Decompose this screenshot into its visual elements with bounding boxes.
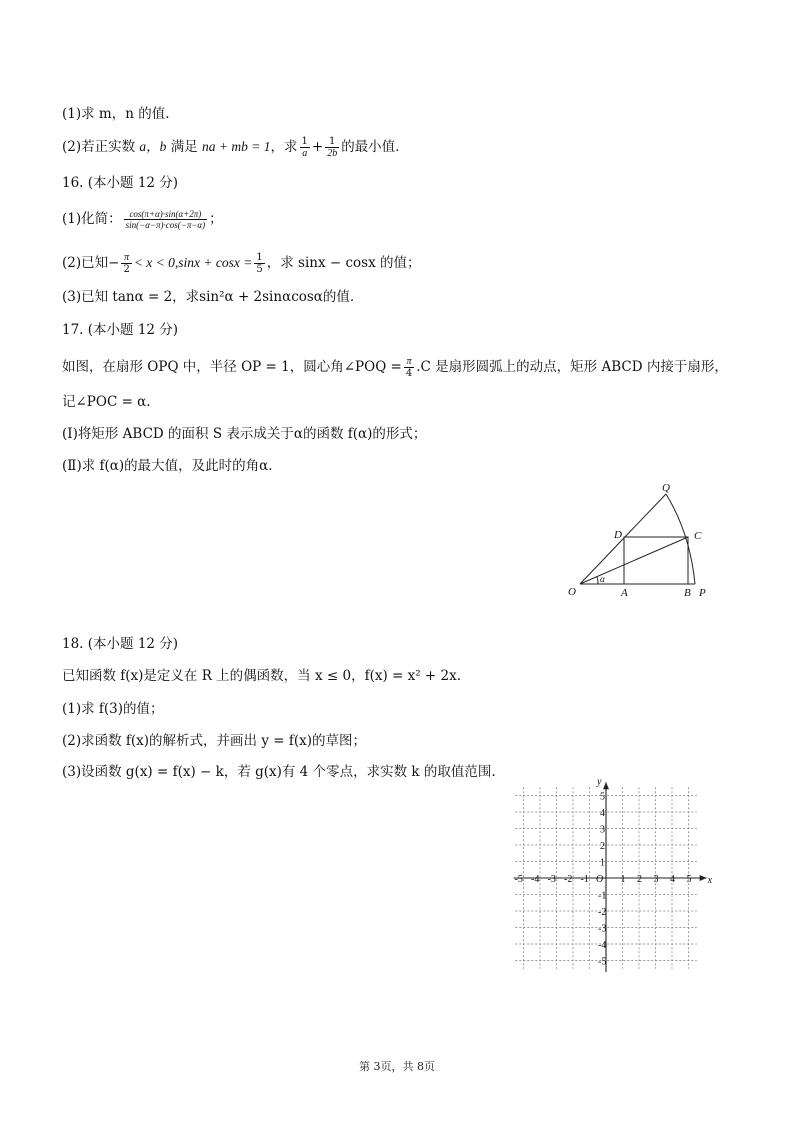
plus-sign: +: [311, 139, 324, 155]
q16-part3: (3)已知 tanα = 2，求sin²α + 2sinαcosα的值.: [62, 289, 355, 305]
q17-intro-b: .C 是扇形圆弧上的动点，矩形 ABCD 内接于扇形，: [416, 359, 728, 375]
q17-part2: (Ⅱ)求 f(α)的最大值，及此时的角α.: [62, 458, 273, 474]
q16-part2-condition: < x < 0,sinx + cosx =: [133, 255, 253, 270]
q16-part2: [62, 252, 421, 275]
y-tick-label: -1: [598, 890, 607, 902]
y-tick-label: -4: [598, 940, 607, 951]
fraction-denominator: 2: [123, 264, 130, 275]
x-tick-label: -4: [531, 874, 540, 885]
q15-part2-mid: 满足: [166, 139, 203, 155]
fraction-numerator: 1: [301, 136, 308, 147]
y-tick-label: 1: [600, 857, 605, 869]
q15-part2-ask: ，求: [270, 139, 298, 155]
segment-oc: [580, 537, 688, 584]
q15-part1: (1)求 m，n 的值.: [62, 106, 170, 122]
x-tick-label: 1: [620, 874, 626, 885]
fraction-denominator: 4: [405, 368, 413, 379]
fraction-denominator: a: [302, 148, 308, 159]
sector-arc: [666, 494, 695, 584]
fraction-numerator: 1: [256, 252, 263, 263]
q18-part2: (2)求函数 f(x)的解析式，并画出 y = f(x)的草图；: [62, 733, 367, 749]
x-tick-label: -5: [514, 874, 523, 885]
y-axis-arrow-icon: [603, 782, 609, 789]
origin-label: O: [596, 874, 604, 885]
fraction-numerator: cos(π+α)·sin(α+2π): [124, 209, 208, 220]
y-tick-label: 2: [600, 841, 605, 852]
y-axis-label: y: [597, 776, 602, 788]
q16-simplify-fraction: [124, 209, 208, 230]
fraction-denominator: sin(−α−π)·cos(−π−α): [125, 220, 206, 230]
x-axis-arrow-icon: [700, 875, 707, 881]
x-tick-label: -3: [547, 874, 556, 885]
radius-oq: [580, 494, 666, 584]
q15-part2-prefix: (2)若正实数: [62, 139, 140, 155]
angle-alpha-arc: [597, 577, 598, 584]
fraction-1-over-2b: [325, 136, 339, 159]
label-d: D: [614, 529, 622, 541]
fraction-1-over-a: [300, 136, 310, 159]
x-tick-label: -2: [564, 874, 573, 885]
q16-part1: [62, 209, 223, 230]
q17-intro-line1: [62, 356, 728, 379]
label-q: Q: [662, 482, 670, 494]
fraction-numerator: π: [404, 356, 414, 368]
y-tick-label: 3: [600, 824, 605, 836]
q16-part1-tail: ；: [209, 211, 223, 227]
q17-intro-line2: 记∠POC = α.: [62, 394, 151, 410]
q16-header: 16. (本小题 12 分): [62, 175, 179, 191]
q15-part2-equation: na + mb = 1: [202, 139, 271, 154]
label-p: P: [699, 587, 706, 599]
fraction-denominator: 2b: [327, 148, 338, 159]
y-tick-label: 4: [600, 808, 605, 819]
y-tick-label: -3: [598, 923, 607, 935]
q17-header: 17. (本小题 12 分): [62, 322, 179, 338]
q17-intro-a: 如图，在扇形 OPQ 中，半径 OP = 1，圆心角∠POQ =: [62, 359, 402, 375]
q18-header: 18. (本小题 12 分): [62, 636, 179, 652]
label-alpha: α: [600, 574, 605, 584]
x-axis-label: x: [707, 875, 713, 886]
x-tick-label: -1: [580, 874, 589, 885]
y-tick-label: 5: [600, 791, 605, 803]
x-tick-label: 3: [653, 874, 659, 885]
page-footer: 第 3页，共 8页: [359, 1060, 435, 1073]
fraction-pi-over-2: [121, 252, 131, 275]
q18-part1: (1)求 f(3)的值；: [62, 701, 164, 717]
q18-part3: (3)设函数 g(x) = f(x) − k，若 g(x)有 4 个零点，求实数 k 的取值范围.: [62, 764, 496, 780]
q16-part2-tail: ，求 sinx − cosx 的值；: [266, 255, 421, 271]
fraction-numerator: π: [121, 252, 131, 264]
x-tick-label: 5: [686, 874, 692, 885]
fraction-pi-over-4: [404, 356, 414, 379]
coordinate-grid: [514, 776, 713, 968]
q15-part2-vars: a，b: [139, 139, 167, 154]
q15-part2-tail: 的最小值.: [341, 139, 400, 155]
q18-intro: 已知函数 f(x)是定义在 R 上的偶函数，当 x ≤ 0，f(x) = x² + 2x.: [62, 668, 462, 684]
q15-part2: [62, 136, 399, 159]
x-tick-label: 2: [637, 874, 642, 885]
label-a: A: [621, 587, 628, 599]
fraction-1-over-5: [254, 252, 264, 275]
fraction-denominator: 5: [256, 264, 263, 275]
y-tick-label: -5: [598, 956, 607, 968]
sector-figure: [560, 478, 720, 603]
label-o: O: [568, 586, 576, 598]
q16-part2-prefix: (2)已知−: [62, 255, 120, 271]
label-b: B: [684, 587, 691, 599]
x-tick-label: 4: [670, 874, 675, 885]
label-c: C: [694, 530, 702, 542]
q17-part1: (Ⅰ)将矩形 ABCD 的面积 S 表示成关于α的函数 f(α)的形式；: [62, 426, 427, 442]
y-tick-label: -2: [598, 907, 607, 918]
q16-part1-prefix: (1)化简：: [62, 211, 122, 227]
fraction-numerator: 1: [325, 136, 339, 148]
